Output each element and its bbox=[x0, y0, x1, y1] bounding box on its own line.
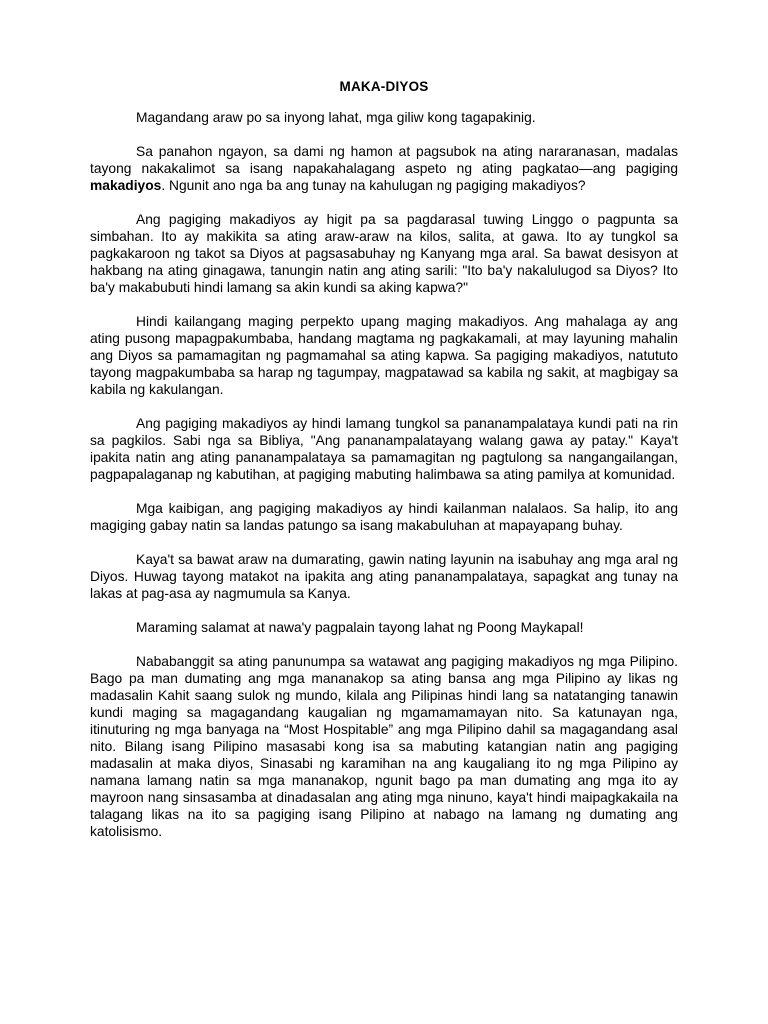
document-title: MAKA-DIYOS bbox=[339, 79, 429, 94]
paragraph-2: Ang pagiging makadiyos ay higit pa sa pagdarasal tuwing Linggo o pagpunta sa simbahan. Ito ay makikita sa ating araw-araw na kilos, salita, at gawa. Ito ay tungkol sa pagkakaroon ng takot sa Diyos at pagsasabuhay ng Kanyang mga aral. Sa bawat desisyon at hakbang na ating ginagawa, tanungin natin ang ating sarili: "Ito ba'y nakalulugod sa Diyos? Ito ba'y makabubuti hindi lamang sa akin kundi sa aking kapwa?" bbox=[90, 212, 678, 295]
paragraph-5: Mga kaibigan, ang pagiging makadiyos ay hindi kailanman nalalaos. Sa halip, ito ang magiging gabay natin sa landas patungo sa isang makabuluhan at mapayapang buhay. bbox=[90, 501, 678, 533]
paragraph-6: Kaya't sa bawat araw na dumarating, gawin nating layunin na isabuhay ang mga aral ng Diyos. Huwag tayong matakot na ipakita ang ating pananampalataya, sapagkat ang tunay na lakas at pag-asa ay nagmumula sa Kanya. bbox=[90, 552, 678, 601]
paragraph-closing: Maraming salamat at nawa'y pagpalain tayong lahat ng Poong Maykapal! bbox=[136, 620, 584, 635]
bold-keyword-makadiyos: makadiyos bbox=[90, 178, 162, 193]
paragraph-1-text-b: . Ngunit ano nga ba ang tunay na kahulugan ng pagiging makadiyos? bbox=[161, 178, 586, 193]
paragraph-1 bbox=[90, 143, 678, 194]
paragraph-1-text-a: Sa panahon ngayon, sa dami ng hamon at pagsubok na ating nararanasan, madalas tayong nakakalimot sa isang napakahalagang aspeto ng ating pagkatao—ang pagiging bbox=[90, 144, 678, 176]
paragraph-7: Nababanggit sa ating panunumpa sa watawat ang pagiging makadiyos ng mga Pilipino. Bago pa man dumating ang mga mananakop sa ating bansa ang mga Pilipino ay likas ng madasalin Kahit saang sulok ng mundo, kilala ang Pilipinas hindi lang sa natatanging tanawin kundi maging sa magagandang kaugalian ng mgamamamayan nito. Sa katunayan nga, itinuturing ng mga banyaga na “Most Hospitable” ang mga Pilipino dahil sa magagandang asal nito. Bilang isang Pilipino masasabi kong isa sa mabuting katangian natin ang pagiging madasalin at maka diyos, Sinasabi ng karamihan na ang kaugaliang ito ng mga Pilipino ay namana lamang natin sa mga mananakop, ngunit bago pa man dumating ang mga ito ay mayroon nang sinsasamba at dinadasalan ang ating mga ninuno, kaya't hindi maipagkakaila na talagang likas na ito sa pagiging isang Pilipino at nabago na lamang ng dumating ang katolisismo. bbox=[90, 654, 678, 839]
paragraph-3: Hindi kailangang maging perpekto upang maging makadiyos. Ang mahalaga ay ang ating pusong mapagpakumbaba, handang magtama ng pagkakamali, at may layuning mahalin ang Diyos sa pamamagitan ng pagmamahal sa ating kapwa. Sa pagiging makadiyos, natututo tayong magpakumbaba sa harap ng tagumpay, magpatawad sa kabila ng sakit, at magbigay sa kabila ng kakulangan. bbox=[90, 314, 678, 397]
paragraph-4: Ang pagiging makadiyos ay hindi lamang tungkol sa pananampalataya kundi pati na rin sa pagkilos. Sabi nga sa Bibliya, "Ang pananampalatayang walang gawa ay patay." Kaya't ipakita natin ang ating pananampalataya sa pamamagitan ng pagtulong sa nangangailangan, pagpapalaganap ng kabutihan, at pagiging mabuting halimbawa sa ating pamilya at komunidad. bbox=[90, 416, 678, 482]
paragraph-greeting: Magandang araw po sa inyong lahat, mga giliw kong tagapakinig. bbox=[136, 110, 536, 125]
